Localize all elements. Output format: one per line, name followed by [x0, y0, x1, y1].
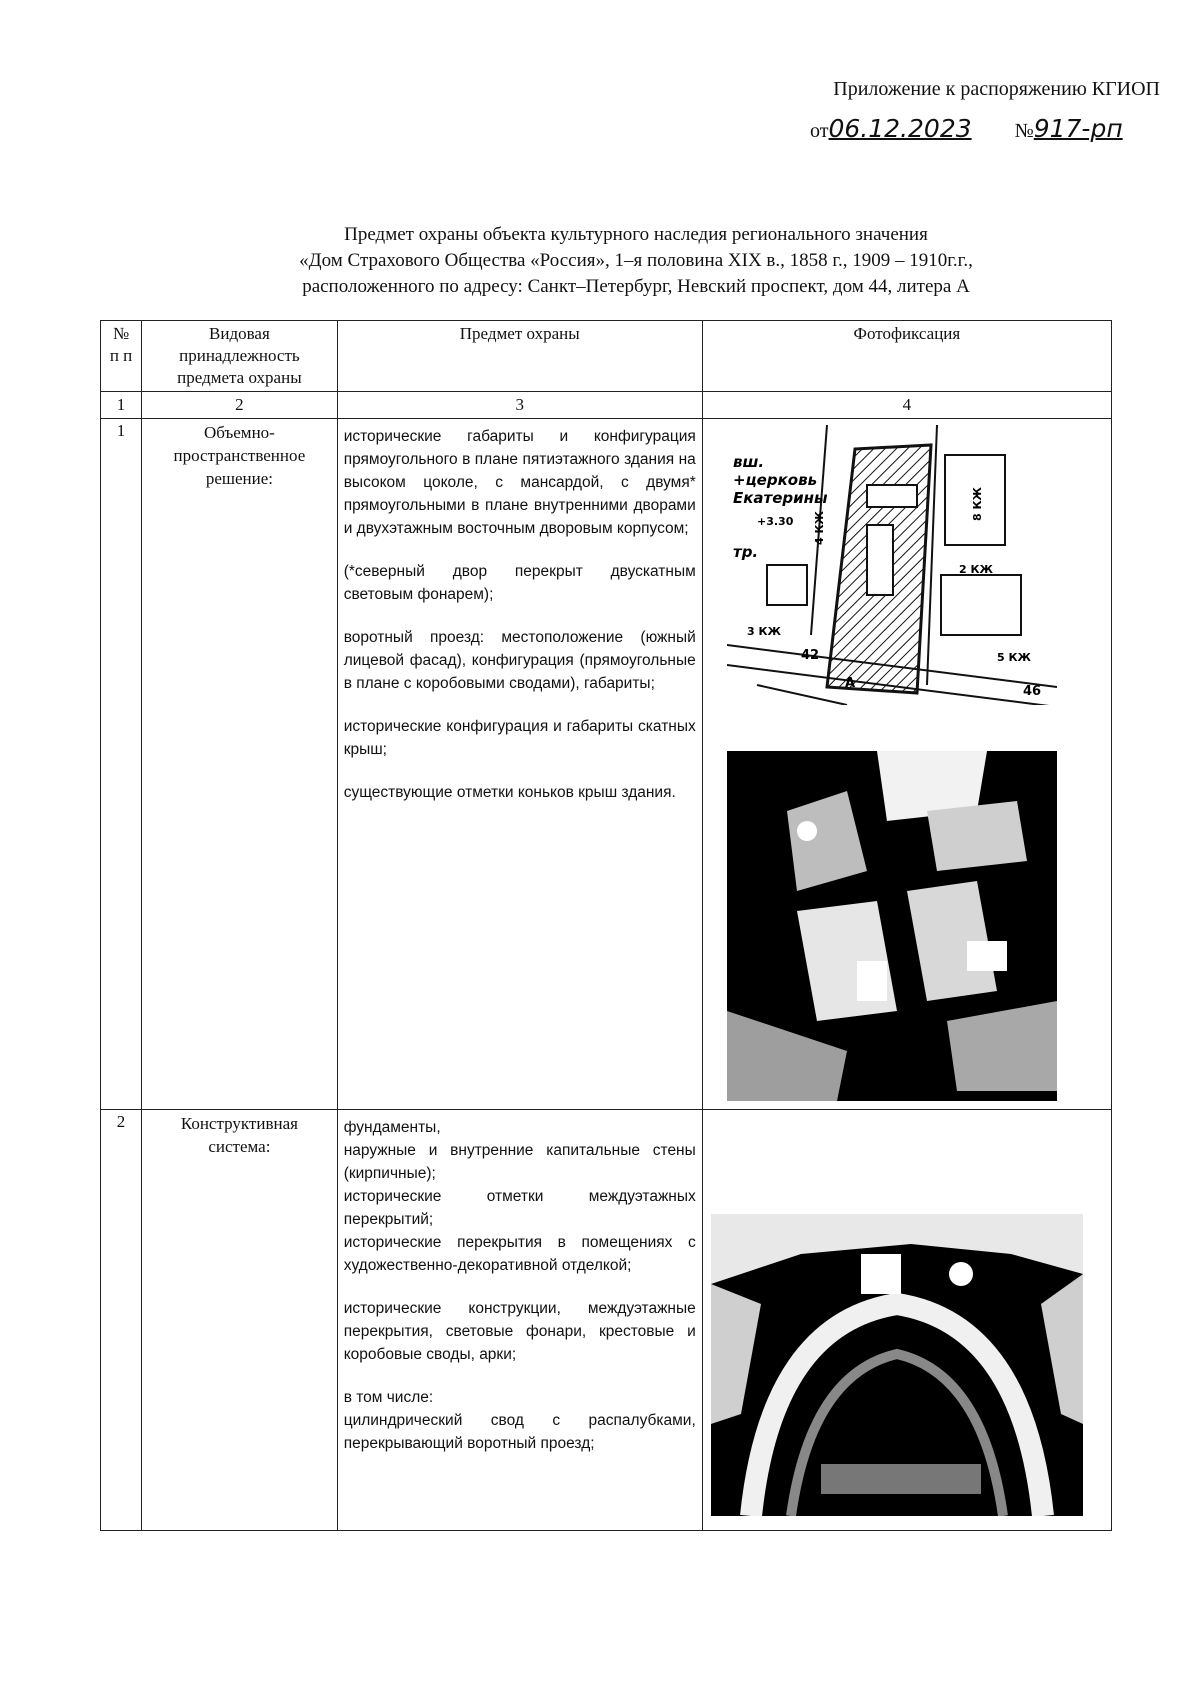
number-prefix: №: [1014, 120, 1034, 142]
appendix-title: Приложение к распоряжению КГИОП: [833, 78, 1160, 100]
document-title: [150, 222, 1122, 300]
map-label: 5 КЖ: [996, 651, 1031, 664]
header-num: № п п: [101, 321, 142, 392]
subject-paragraph: (*северный двор перекрыт двускатным световым фонарем);: [343, 563, 696, 603]
cadastral-map-image: [727, 425, 1057, 705]
vault-photo-image: [711, 1214, 1083, 1516]
subject-paragraph: исторические конструкции, междуэтажные перекрытия, световые фонари, крестовые и коробовые своды, арки;: [343, 1300, 696, 1363]
row-subject: [337, 1110, 702, 1531]
index-cell: 4: [702, 392, 1111, 419]
row-subject: [337, 419, 702, 1110]
subject-paragraph: исторические конфигурация и габариты скатных крыш;: [343, 718, 696, 758]
map-label: 42: [800, 648, 819, 663]
map-label: Екатерины: [732, 489, 828, 507]
map-label: тр.: [732, 543, 758, 561]
subject-paragraph: наружные и внутренние капитальные стены (кирпичные);: [343, 1142, 696, 1182]
subject-paragraph: исторические отметки междуэтажных перекрытий;: [343, 1188, 696, 1228]
decree-number: 917-рп: [1033, 114, 1123, 143]
subject-paragraph: цилиндрический свод с распалубками, перекрывающий воротный проезд;: [343, 1412, 696, 1452]
map-label: +церковь: [732, 471, 817, 489]
row-number: 2: [101, 1110, 142, 1531]
subject-paragraph: фундаменты,: [343, 1119, 441, 1136]
index-cell: 2: [142, 392, 338, 419]
index-cell: 3: [337, 392, 702, 419]
header-subject: Предмет охраны: [337, 321, 702, 392]
subject-paragraph: воротный проезд: местоположение (южный лицевой фасад), конфигурация (прямоугольные в плане с коробовыми сводами), габариты;: [343, 629, 696, 692]
subject-paragraph: исторические габариты и конфигурация прямоугольного в плане пятиэтажного здания на высоком цоколе, с мансардой, с двумя* прямоугольными в плане внутренними дворами и двухэтажным восточным дворовым корпусом;: [343, 428, 696, 537]
subject-paragraph: исторические перекрытия в помещениях с художественно-декоративной отделкой;: [343, 1234, 696, 1274]
row-number: 1: [101, 419, 142, 1110]
map-label: A: [844, 676, 855, 691]
header-type: Видовая принадлежность предмета охраны: [142, 321, 338, 392]
title-line-1: Предмет охраны объекта культурного наследия регионального значения: [344, 224, 928, 245]
row-photo: [702, 1110, 1111, 1531]
map-label: 8 КЖ: [970, 487, 984, 521]
decree-date: 06.12.2023: [828, 114, 972, 143]
row-type: Объемно-пространственное решение:: [142, 419, 338, 1110]
row-photo: [702, 419, 1111, 1110]
header-photo: Фотофиксация: [702, 321, 1111, 392]
index-cell: 1: [101, 392, 142, 419]
subject-paragraph: в том числе:: [343, 1389, 434, 1406]
row-type: Конструктивная система:: [142, 1110, 338, 1531]
table-header-row: [101, 321, 1112, 392]
map-label: вш.: [732, 453, 764, 471]
map-label: 46: [1022, 684, 1041, 699]
map-label: +3.30: [756, 515, 794, 528]
subject-paragraph: существующие отметки коньков крыш здания.: [343, 784, 676, 801]
table-index-row: [101, 392, 1112, 419]
table-row: [101, 419, 1112, 1110]
table-row: [101, 1110, 1112, 1531]
title-line-3: расположенного по адресу: Санкт–Петербург, Невский проспект, дом 44, литера А: [302, 276, 970, 297]
aerial-photo-image: [727, 751, 1057, 1101]
protection-table: [100, 320, 1112, 1531]
title-line-2: «Дом Страхового Общества «Россия», 1–я половина XIX в., 1858 г., 1909 – 1910г.г.,: [299, 250, 973, 271]
map-label: 3 КЖ: [746, 625, 781, 638]
map-label: 4 КЖ: [812, 511, 826, 545]
map-label: 2 КЖ: [958, 563, 993, 576]
decree-line: [810, 114, 1162, 143]
date-prefix: от: [810, 120, 829, 142]
